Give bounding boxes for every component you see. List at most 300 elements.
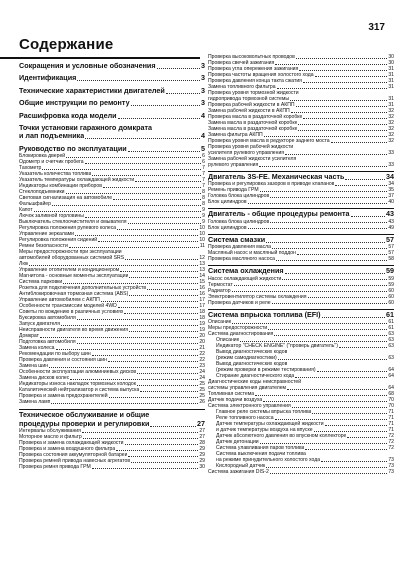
toc-leader-dots	[137, 385, 198, 386]
toc-entry-title: Индикаторы комбинации приборов	[19, 183, 102, 190]
toc-entry-page: 63	[388, 331, 394, 338]
toc-leader-dots	[272, 303, 388, 304]
toc-leader-dots	[85, 217, 201, 218]
toc-leader-dots	[70, 379, 198, 380]
toc-entry-title: Насос охлаждающей жидкости	[208, 275, 282, 282]
toc-entry-page: 72	[388, 433, 394, 440]
toc-leader-dots	[266, 242, 385, 243]
toc-section-heading	[19, 420, 205, 428]
toc-entry-title: Интервалы обслуживания	[19, 428, 81, 435]
toc-entry-title: Точки установки гаражного домкрата	[19, 124, 152, 133]
toc-entry-page: 72	[388, 439, 394, 446]
toc-entry-title: Тахометр	[19, 165, 42, 172]
toc-entry-page: 61	[388, 325, 394, 332]
toc-entry-title: Проверка и регулировка зазоров в приводе клапанов	[208, 181, 335, 188]
toc-leader-dots	[128, 151, 200, 152]
toc-entry-title: Датчик температуры охлаждающей жидкости	[216, 421, 324, 428]
toc-leader-dots	[260, 443, 388, 444]
toc-entry-page: 68	[388, 391, 394, 398]
toc-entry-page: 7	[202, 183, 205, 190]
toc-entry-page: 60	[388, 293, 394, 300]
toc-leader-dots	[295, 377, 387, 378]
toc-section-heading	[208, 234, 394, 244]
toc-entry-title: Описание	[216, 337, 240, 344]
toc-entry-title: Ремень привода ГРМ	[208, 187, 259, 194]
toc-entry-title: Неисправности двигателя во время движения	[19, 327, 129, 334]
toc-leader-dots	[314, 431, 388, 432]
toc-leader-dots	[166, 93, 200, 94]
toc-leader-dots	[125, 444, 199, 445]
toc-entry-page: 71	[388, 427, 394, 434]
toc-entry-title: Каталитический нейтрализатор и система выпуска	[19, 387, 140, 394]
toc-entry-page: 32	[388, 114, 394, 120]
toc-entry-page: 27	[197, 418, 205, 428]
toc-entry-page: 19	[199, 327, 205, 334]
toc-entry-page: 59	[386, 266, 394, 276]
toc-entry-title: автомобилей оборудованных системой SRS	[19, 255, 125, 262]
toc-leader-dots	[128, 223, 202, 224]
toc-leader-dots	[113, 199, 201, 200]
toc-entry-title: Антиблокировочная тормозная система (ABS)	[19, 291, 129, 298]
title-rule	[0, 57, 200, 59]
toc-entry-page: 37	[388, 193, 394, 200]
toc-leader-dots	[305, 449, 387, 450]
toc-entry-page: 7	[202, 177, 205, 184]
toc-entry-page: 61	[388, 319, 394, 326]
toc-entry-page: 32	[388, 120, 394, 126]
toc-entry-title: Проверка и замена предохранителей	[19, 393, 108, 400]
toc-entry-page: 35	[388, 187, 394, 194]
toc-entry-title: Датчик детонации	[216, 439, 259, 446]
toc-leader-dots	[345, 179, 385, 180]
toc-entry-title: Головка блока цилиндров	[208, 218, 270, 225]
toc-entry	[208, 162, 394, 168]
toc-entry	[208, 225, 394, 231]
toc-leader-dots	[266, 467, 387, 468]
toc-leader-dots	[312, 413, 387, 414]
toc-section-heading	[19, 74, 205, 82]
toc-entry-page: 28	[199, 440, 205, 447]
toc-entry-page: 59	[388, 275, 394, 282]
toc-entry-page: 49	[388, 224, 394, 231]
toc-entry-title: (режим самодиагностики)	[216, 355, 277, 362]
toc-entry-page: 15	[199, 279, 205, 286]
toc-entry-page: 32	[388, 138, 394, 144]
toc-entry-page: 14	[199, 273, 205, 280]
toc-entry-title: Замена ламп	[19, 399, 51, 406]
toc-leader-dots	[277, 88, 388, 89]
toc-entry-title: Термостат	[208, 281, 233, 288]
toc-section-heading	[208, 171, 394, 181]
toc-entry-title: Головка блока цилиндров	[208, 193, 270, 200]
toc-section-heading	[19, 99, 205, 107]
toc-entry-title: Проверка высоковольтных проводов	[208, 54, 295, 60]
toc-leader-dots	[270, 197, 387, 198]
toc-entry-page: 31	[388, 102, 394, 108]
toc-leader-dots	[85, 163, 202, 164]
page-number: 317	[368, 22, 385, 33]
toc-entry-page: 60	[388, 287, 394, 294]
toc-leader-dots	[321, 461, 387, 462]
toc-entry-title: Стирание диагностического кода	[216, 373, 295, 380]
toc-entry-page: 16	[199, 285, 205, 292]
toc-entry-title: Замена рабочей жидкости в АКПП	[208, 108, 290, 114]
toc-entry-page: 73	[388, 463, 394, 470]
toc-entry-title: Датчик подачи воздуха	[208, 397, 263, 404]
toc-entry-title: рулевого управления	[208, 162, 259, 168]
toc-entry-title: Реле топливного насоса	[216, 415, 274, 422]
toc-entry-page: 24	[199, 369, 205, 376]
toc-section-heading	[19, 132, 205, 140]
toc-leader-dots	[92, 175, 201, 176]
toc-entry-page: 71	[388, 421, 394, 428]
toc-leader-dots	[131, 105, 200, 106]
toc-leader-dots	[34, 211, 202, 212]
toc-entry-title: Проверка масляного насоса	[208, 256, 275, 263]
toc-entry-title: Проверка ремней привода навесных агрегатов	[19, 458, 131, 465]
toc-entry-page: 61	[386, 309, 394, 319]
toc-entry-page: 12	[199, 255, 205, 262]
toc-entry-title: Проверка уровня тормозной жидкости	[208, 90, 299, 96]
toc-entry-page: 9	[202, 207, 205, 214]
toc-entry	[208, 256, 394, 262]
toc-entry-page: 8	[202, 195, 205, 202]
toc-leader-dots	[40, 337, 198, 338]
toc-leader-dots	[347, 437, 387, 438]
toc-leader-dots	[109, 397, 199, 398]
toc-entry-page: 10	[199, 225, 205, 232]
toc-leader-dots	[137, 373, 198, 374]
toc-leader-dots	[82, 432, 198, 433]
toc-entry	[208, 469, 394, 475]
toc-leader-dots	[92, 355, 199, 356]
toc-entry-title: Система диагностирования	[208, 331, 274, 338]
toc-leader-dots	[98, 241, 198, 242]
toc-leader-dots	[116, 450, 198, 451]
toc-leader-dots	[263, 401, 387, 402]
toc-leader-dots	[118, 307, 198, 308]
toc-entry-page: 4	[201, 110, 205, 120]
toc-entry-page: 72	[388, 445, 394, 452]
toc-entry-title: и лап подъемника	[19, 132, 85, 141]
toc-leader-dots	[83, 438, 199, 439]
toc-entry-page: 20	[199, 333, 205, 340]
toc-entry-page: 3	[201, 85, 205, 95]
toc-entry-page: 26	[199, 399, 205, 406]
toc-entry-title: Идентификация	[19, 74, 77, 83]
toc-entry-title: процедуры проверки и регулировки	[19, 419, 150, 428]
toc-entry-title: Проверка уровня масла в редукторе заднего моста	[208, 138, 330, 144]
toc-leader-dots	[268, 329, 387, 330]
toc-entry-title: Фальшфайер	[19, 201, 51, 208]
toc-leader-dots	[69, 247, 199, 248]
toc-leader-dots	[270, 222, 387, 223]
toc-entry-title: на режиме принудительного холостого хода	[216, 457, 321, 464]
toc-entry-title: Рекомендации по выбору шин	[19, 351, 91, 358]
toc-entry-title: Особенности эксплуатации алюминиевых дисков	[19, 369, 137, 376]
toc-entry-title: Вывод диагностических кодов	[216, 361, 288, 368]
toc-entry-page: 73	[388, 469, 394, 476]
toc-entry-title: Указатель количества топлива	[19, 171, 92, 178]
toc-entry-title: Топливная система	[208, 391, 255, 398]
toc-leader-dots	[290, 100, 387, 101]
toc-leader-dots	[120, 271, 198, 272]
toc-leader-dots	[56, 349, 199, 350]
toc-entry-page: 59	[388, 281, 394, 288]
toc-entry-title: Проверка и замена охлаждающей жидкости	[19, 440, 124, 447]
toc-entry-title: Система зажигания DIS-2	[208, 469, 269, 476]
toc-section-heading	[208, 309, 394, 319]
toc-section-heading	[208, 265, 394, 275]
toc-entry-title: Система улавливания паров топлива	[216, 445, 305, 452]
toc-entry-page: 31	[388, 72, 394, 78]
toc-leader-dots	[322, 317, 385, 318]
toc-leader-dots	[308, 297, 388, 298]
toc-right-column	[208, 54, 394, 475]
toc-leader-dots	[140, 391, 198, 392]
toc-entry-page: 23	[199, 363, 205, 370]
toc-entry-page: 64	[388, 373, 394, 380]
toc-entry-page: 8	[202, 189, 205, 196]
toc-entry-title: Электровентилятор системы охлаждения	[208, 293, 307, 300]
toc-entry-title: Замена рабочей жидкости усилителя	[208, 156, 297, 162]
toc-leader-dots	[260, 191, 388, 192]
toc-entry-page: 9	[202, 213, 205, 220]
toc-leader-dots	[287, 389, 387, 390]
toc-leader-dots	[129, 295, 198, 296]
toc-leader-dots	[77, 343, 199, 344]
toc-leader-dots	[66, 193, 202, 194]
toc-entry-page: 29	[199, 458, 205, 465]
toc-leader-dots	[51, 403, 198, 404]
toc-leader-dots	[117, 229, 198, 230]
toc-entry-page: 3	[201, 61, 205, 70]
toc-entry-page: 24	[199, 375, 205, 382]
toc-entry-page: 25	[199, 387, 205, 394]
toc-entry-title: Замена масла в раздаточной коробке	[208, 126, 298, 132]
toc-entry-title: Проверка частоты вращения холостого хода	[208, 72, 314, 78]
toc-entry-title: Подготовка автомобиля	[19, 339, 76, 346]
toc-entry-title: Лючок заливной горловины	[19, 213, 84, 220]
toc-leader-dots	[292, 407, 388, 408]
toc-leader-dots	[270, 473, 388, 474]
toc-entry-title: Капот	[19, 207, 33, 214]
toc-entry-page: 13	[199, 261, 205, 268]
toc-entry-page: 29	[199, 446, 205, 453]
toc-entry-title: Техническое обслуживание и общие	[19, 411, 150, 420]
toc-section-heading	[19, 112, 205, 120]
toc-entry-page: 64	[388, 367, 394, 374]
toc-entry-title: Кислородный датчик	[216, 463, 266, 470]
toc-entry-page: 13	[199, 267, 205, 274]
toc-entry-title: Масляный насос и масляный поддон	[208, 250, 296, 257]
toc-entry-title: Замена колеса	[19, 345, 55, 352]
toc-entry-page: 63	[388, 337, 394, 344]
toc-entry-page: 70	[388, 397, 394, 404]
toc-entry-title: Домкрат	[19, 333, 39, 340]
toc-leader-dots	[234, 285, 388, 286]
toc-leader-dots	[129, 331, 198, 332]
toc-entry-title: Система смазки	[208, 235, 266, 244]
toc-entry-page: 4	[201, 131, 205, 141]
toc-entry-title: Система охлаждения	[208, 267, 284, 276]
toc-entry-title: Блок цилиндров	[208, 199, 247, 206]
toc-leader-dots	[315, 76, 388, 77]
toc-leader-dots	[108, 361, 198, 362]
toc-leader-dots	[274, 335, 387, 336]
toc-leader-dots	[291, 112, 388, 113]
toc-leader-dots	[131, 462, 198, 463]
toc-entry-page: 11	[199, 243, 205, 250]
toc-entry-page: 57	[388, 250, 394, 257]
toc-leader-dots	[297, 254, 387, 255]
toc-entry-page: 32	[388, 108, 394, 114]
toc-left-column	[19, 62, 205, 470]
toc-entry-title: Ремни безопасности	[19, 243, 68, 250]
toc-entry-page: 5	[201, 143, 205, 153]
toc-leader-dots	[298, 130, 387, 131]
toc-entry-title: Меры предосторожности при эксплуатации	[19, 249, 122, 256]
toc-entry-page: 6	[202, 153, 205, 160]
toc-entry-title: Блокировка дверей	[19, 153, 66, 160]
toc-entry-title: Проверка и замена воздушного фильтра	[19, 446, 116, 453]
toc-entry-title: Проверка ремня привода ГРМ	[19, 464, 91, 471]
toc-leader-dots	[278, 359, 388, 360]
toc-leader-dots	[75, 235, 198, 236]
toc-entry	[208, 199, 394, 205]
toc-entry-page: 30	[199, 464, 205, 471]
toc-leader-dots	[331, 142, 388, 143]
toc-entry	[19, 399, 205, 405]
toc-entry-page: 25	[199, 393, 205, 400]
toc-entry-title: (режим проверки в режиме тестирования)	[216, 367, 316, 374]
toc-entry-title: Система впрыска топлива (EFI)	[208, 310, 321, 319]
toc-entry-title: Запуск двигателя	[19, 321, 61, 328]
toc-leader-dots	[92, 468, 199, 469]
toc-entry-title: Моторное масло и фильтр	[19, 434, 82, 441]
toc-entry-page: 31	[388, 84, 394, 90]
toc-entry-page: 63	[388, 355, 394, 362]
toc-entry-page: 22	[199, 351, 205, 358]
toc-entry-title: Проверка состояния аккумуляторной батареи	[19, 452, 128, 459]
toc-entry-title: Регулировка положения рулевого колеса	[19, 225, 117, 232]
toc-leader-dots	[285, 154, 387, 155]
toc-entry-title: Расшифровка кода модели	[19, 111, 117, 120]
toc-entry-page: 27	[199, 434, 205, 441]
toc-entry-page: 10	[199, 237, 205, 244]
toc-leader-dots	[303, 82, 387, 83]
toc-leader-dots	[147, 289, 198, 290]
toc-entry-page: 9	[202, 219, 205, 226]
toc-entry-title: Замена шин	[19, 363, 49, 370]
toc-entry-page: 34	[386, 172, 394, 181]
toc-entry-page: 21	[199, 345, 205, 352]
toc-entry-page: 33	[388, 150, 394, 156]
toc-entry-page: 19	[199, 321, 205, 328]
toc-entry-page: 8	[202, 201, 205, 208]
toc-entry-title: Проверка масла в раздаточной коробке	[208, 114, 303, 120]
toc-leader-dots	[285, 273, 385, 274]
toc-leader-dots	[275, 419, 388, 420]
toc-leader-dots	[255, 395, 387, 396]
toc-entry-page: 73	[388, 457, 394, 464]
toc-leader-dots	[63, 283, 198, 284]
toc-entry-page: 43	[388, 218, 394, 225]
toc-leader-dots	[129, 277, 198, 278]
toc-leader-dots	[298, 124, 387, 125]
toc-entry-title: Система электронного управления	[208, 403, 291, 410]
toc-entry-page: 30	[388, 54, 394, 60]
toc-entry-title: Система парковки	[19, 279, 63, 286]
toc-entry-title: Двигатель 3S-FE. Механическая часть	[208, 173, 345, 181]
toc-entry-page: 63	[388, 343, 394, 350]
toc-entry	[208, 300, 394, 306]
toc-leader-dots	[240, 341, 387, 342]
toc-entry-title: Замена дисков колес	[19, 375, 70, 382]
toc-entry-page: 70	[388, 403, 394, 410]
toc-entry-title: Особенности трансмиссии моделей 4WD	[19, 303, 117, 310]
toc-entry-title: Регулировка положения сидений	[19, 237, 98, 244]
toc-entry-title: гидропривода тормозной системы	[208, 96, 290, 102]
toc-entry-page: 7	[202, 165, 205, 172]
toc-entry-title: Руководство по эксплуатации	[19, 144, 127, 153]
toc-entry-title: Вывод диагностических кодов	[216, 349, 288, 356]
toc-entry-page: 32	[388, 132, 394, 138]
page-title: Содержание	[19, 36, 114, 53]
toc-entry-title: Указатель температуры охлаждающей жидкости	[19, 177, 135, 184]
toc-leader-dots	[157, 68, 200, 69]
toc-entry-title: Проверка давления конца такта сжатия	[208, 78, 302, 84]
toc-leader-dots	[299, 70, 387, 71]
toc-leader-dots	[66, 157, 201, 158]
toc-entry	[19, 464, 205, 470]
toc-entry-title: Буксировка автомобиля	[19, 315, 76, 322]
toc-entry-title: Замена масла в раздаточной коробке	[208, 120, 298, 126]
toc-section-heading	[19, 409, 205, 419]
toc-leader-dots	[325, 425, 388, 426]
toc-entry-page: 3	[201, 98, 205, 108]
toc-leader-dots	[275, 64, 387, 65]
toc-section-heading	[208, 208, 394, 218]
toc-leader-dots	[303, 118, 387, 119]
toc-entry-title: Выключатель стеклоочистителя и омывателя	[19, 219, 127, 226]
toc-entry-title: Проверка свечей зажигания	[208, 60, 275, 66]
toc-leader-dots	[351, 216, 385, 217]
toc-entry-page: 40	[388, 199, 394, 206]
toc-entry-page: 16	[199, 291, 205, 298]
toc-entry-title: Проверка давления масла	[208, 244, 271, 251]
toc-entry-page: 33	[388, 162, 394, 168]
toc-entry-title: Радиатор	[208, 287, 231, 294]
toc-leader-dots	[61, 325, 198, 326]
toc-leader-dots	[103, 187, 201, 188]
toc-entry-title: Система выключения подачи топлива	[216, 451, 306, 458]
toc-leader-dots	[276, 260, 387, 261]
toc-entry-title: Одометр и счетчик пробега	[19, 159, 84, 166]
toc-entry-title: Двигатель - общие процедуры ремонта	[208, 210, 350, 219]
toc-entry-title: Управление зеркалами	[19, 231, 75, 238]
toc-entry-page: 57	[386, 234, 394, 244]
toc-entry-title: Диагностические коды неисправностей	[208, 379, 302, 386]
toc-entry-page: 6	[202, 159, 205, 166]
toc-entry-page: 22	[199, 357, 205, 364]
toc-leader-dots	[282, 279, 387, 280]
toc-entry-title: Управление отопителем и кондиционером	[19, 267, 120, 274]
toc-entry-title: Описание	[208, 319, 232, 326]
toc-leader-dots	[124, 313, 198, 314]
toc-entry-page: 57	[388, 244, 394, 251]
toc-entry-page: 71	[388, 409, 394, 416]
